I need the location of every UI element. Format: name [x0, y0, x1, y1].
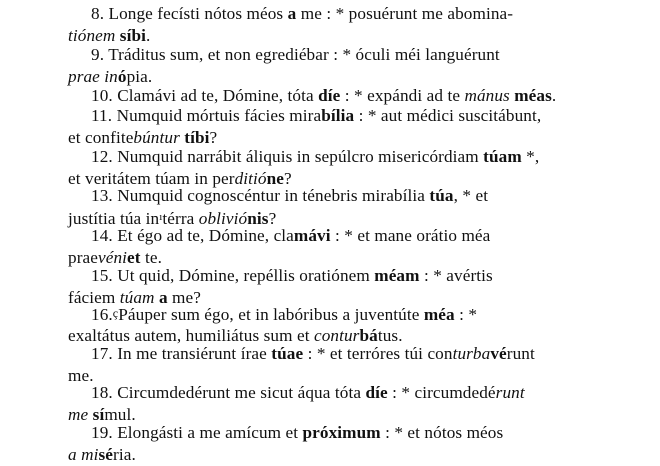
italic-text: ditió [234, 168, 267, 188]
verse [0, 85, 660, 107]
verse [0, 3, 660, 47]
verse-text: me. [68, 365, 94, 385]
verse-text: Longe fecísti nótos méos [108, 4, 288, 23]
verse-text: et veritátem túam in per [68, 168, 235, 188]
italic-text: véni [97, 247, 128, 267]
verse-text: térra [162, 208, 199, 228]
accent-bold-text: díe [365, 383, 388, 402]
verse-line-first [0, 225, 660, 247]
verse-text: ria. [113, 444, 136, 464]
italic-text: contur [314, 325, 360, 345]
accent-bold-text: mávi [293, 226, 331, 245]
verse-text: : * [454, 305, 478, 324]
accent-bold-text: nis [247, 208, 269, 228]
verse-text: : * et terróres túi con [303, 344, 453, 363]
verse [0, 44, 660, 88]
italic-text: prae in [68, 66, 118, 86]
verse-number: 18. [91, 383, 113, 402]
verse-text: . [146, 25, 151, 45]
verse-line-continuation [0, 444, 660, 466]
verse-text: : * et nótos méos [380, 423, 504, 442]
italic-text: tiónem [68, 25, 116, 45]
italic-text: a mi [68, 444, 99, 464]
verse-text: Ut quid, Dómine, repéllis oratiónem [117, 266, 375, 285]
verse-text: me : * posuérunt me abomina- [296, 4, 514, 23]
verse-text: mul. [104, 404, 136, 424]
italic-text: turba [452, 344, 491, 363]
verse-text: . [551, 86, 557, 105]
italic-text: búntur [133, 127, 180, 147]
accent-bold-text: a [287, 4, 297, 23]
verse-number: 12. [91, 147, 113, 166]
verse [0, 343, 660, 387]
verse-text: et confite [68, 127, 134, 147]
verse [0, 422, 660, 466]
verse-line-first [0, 3, 660, 25]
verse-text: Numquid mórtuis fácies mira [116, 106, 322, 125]
italic-text: túam [119, 287, 155, 307]
verse-text: ? [209, 127, 218, 147]
verse-text: : * aut médici suscitábunt, [354, 106, 542, 125]
verse-text: Numquid cognoscéntur in ténebris mirabília [117, 186, 430, 205]
accent-bold-text: méas [514, 86, 552, 105]
verse-text: : * expándi ad te [340, 86, 465, 105]
accent-bold-text: méa [423, 305, 455, 324]
verse-text: prae [68, 247, 98, 267]
verse-text: exaltátus autem, humiliátus sum et [68, 325, 314, 345]
verse-text: : * et mane orátio méa [330, 226, 491, 245]
accent-bold-text: a [158, 287, 168, 307]
verse-text: Clamávi ad te, Dómine, tóta [117, 86, 319, 105]
verse-text: me? [167, 287, 201, 307]
verse-text: Tráditus sum, et non egrediébar : * óculi méi languérunt [108, 45, 500, 64]
verse-text: ı [159, 210, 163, 223]
accent-bold-text: et [127, 247, 141, 267]
verse-text: Páuper sum égo, et in labóribus a juventúte [118, 305, 424, 324]
verse-line-first [0, 44, 660, 66]
verse-line-first [0, 382, 660, 404]
verse-text: ? [268, 208, 277, 228]
accent-bold-text: túam [483, 147, 522, 166]
accent-bold-text: méam [374, 266, 420, 285]
verse-number: 13. [91, 186, 113, 205]
accent-bold-text: próximum [302, 423, 381, 442]
accent-bold-text: sí [92, 404, 105, 424]
accent-bold-text: sé [98, 444, 114, 464]
verse-text: justítia túa in [68, 208, 160, 228]
verse-line-first [0, 185, 660, 207]
accent-bold-text: ne [266, 168, 284, 188]
verse [0, 382, 660, 426]
verse-text: : * avértis [419, 266, 493, 285]
verse-mark: ç [112, 306, 119, 320]
accent-bold-text: síbi [119, 25, 146, 45]
verse-line-first [0, 146, 660, 168]
verse-text: , * et [453, 186, 489, 205]
verse [0, 146, 660, 190]
italic-text: runt [495, 383, 525, 402]
verse [0, 105, 660, 149]
verse-number: 19. [91, 423, 113, 442]
verse-text: fáciem [68, 287, 120, 307]
verse-text: ? [283, 168, 292, 188]
accent-bold-text: bília [321, 106, 355, 125]
verse-line-first [0, 265, 660, 287]
verse-number: 10. [91, 86, 113, 105]
verse-number: 8. [91, 4, 105, 23]
verse-number: 16. [91, 305, 113, 324]
accent-bold-text: vé [490, 344, 507, 363]
verse-text: : * circumdedé [387, 383, 496, 402]
verse-line-first [0, 105, 660, 127]
accent-bold-text: ó [117, 66, 127, 86]
accent-bold-text: túae [271, 344, 304, 363]
verse-text: Elongásti a me amícum et [117, 423, 303, 442]
verse [0, 303, 660, 347]
verse-line-first [0, 343, 660, 365]
verse [0, 185, 660, 229]
verse-text: Et égo ad te, Dómine, cla [117, 226, 294, 245]
verse-text: runt [506, 344, 535, 363]
verse-number: 14. [91, 226, 113, 245]
italic-text: oblivió [198, 208, 248, 228]
accent-bold-text: díe [318, 86, 341, 105]
verse-number: 17. [91, 344, 113, 363]
verse-number: 15. [91, 266, 113, 285]
verse-text: Circumdedérunt me sicut áqua tóta [117, 383, 366, 402]
italic-text: me [68, 404, 89, 424]
verse-number: 11. [91, 106, 113, 125]
verse-line-first [0, 422, 660, 444]
verse-text: te. [140, 247, 162, 267]
verse-text: tus. [377, 325, 403, 345]
verse [0, 225, 660, 269]
verse-text: pia. [126, 66, 153, 86]
verse-text: In me transiérunt írae [117, 344, 272, 363]
verse-number: 9. [91, 45, 105, 64]
verse-text: Numquid narrábit áliquis in sepúlcro misericórdiam [117, 147, 484, 166]
accent-bold-text: tíbi [184, 127, 210, 147]
verse-text: *, [521, 147, 540, 166]
verse-line-first [0, 85, 660, 107]
italic-text: mánus [464, 86, 510, 105]
accent-bold-text: bá [359, 325, 378, 345]
accent-bold-text: túa [429, 186, 454, 205]
verse-line-first [0, 303, 660, 325]
